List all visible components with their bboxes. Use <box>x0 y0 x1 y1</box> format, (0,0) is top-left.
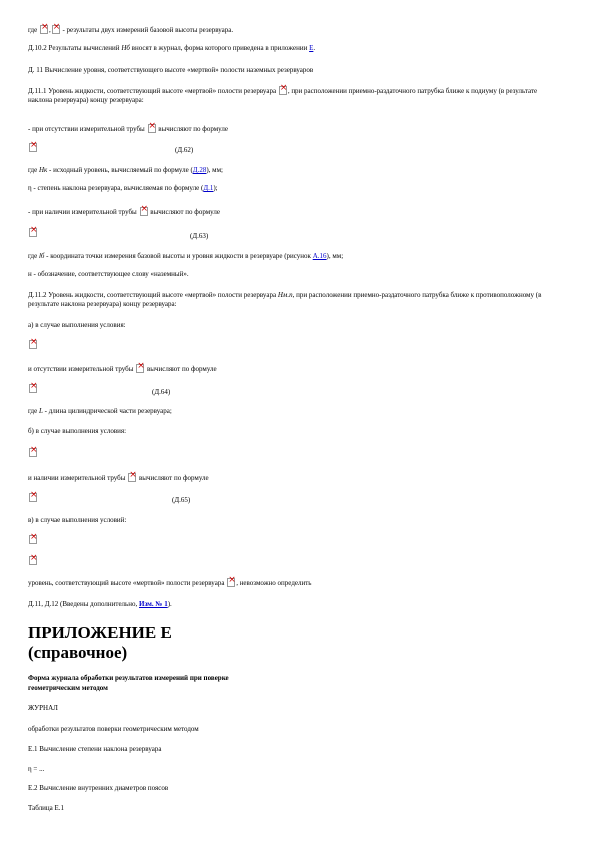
text: . <box>313 44 316 52</box>
variable: Hб <box>121 44 130 52</box>
formula-image-icon <box>29 143 37 152</box>
text-line <box>28 124 228 134</box>
formula-image-icon <box>136 364 144 373</box>
text: - длина цилиндрической части резервуара; <box>44 407 172 415</box>
text: вычисляют по формуле <box>150 208 220 216</box>
formula-line <box>28 143 38 153</box>
text: и отсутствии измерительной трубы <box>28 365 134 373</box>
eta-line: η = ... <box>28 765 45 773</box>
variable: L <box>38 407 43 415</box>
text: - при отсутствии измерительной трубы <box>28 125 145 133</box>
text: ), мм; <box>206 166 223 174</box>
text-line <box>28 473 209 483</box>
text: - результаты двух измерений базовой высоты резервуара. <box>62 26 234 34</box>
paragraph <box>28 86 558 105</box>
section-e1: Е.1 Вычисление степени наклона резервуара <box>28 745 162 753</box>
text-line <box>28 184 218 193</box>
section-e2: Е.2 Вычисление внутренних диаметров поясов <box>28 784 169 792</box>
text: где <box>28 407 38 415</box>
formula-image-icon <box>29 384 37 393</box>
section-heading: Д. 11 Вычисление уровня, соответствующего высоте «мертвой» полости наземных резервуаров <box>28 66 314 74</box>
formula-image-icon <box>52 25 60 34</box>
text-line: б) в случае выполнения условия: <box>28 427 127 435</box>
formula-image-icon <box>128 473 136 482</box>
text: уровень, соответствующий высоте «мертвой» полости резервуара <box>28 579 225 587</box>
text: - при наличии измерительной трубы <box>28 208 137 216</box>
text-line <box>28 578 311 588</box>
text-line <box>28 252 343 261</box>
link-appendix-e[interactable]: Е <box>309 44 314 52</box>
text: где <box>28 252 38 260</box>
formula-image-icon <box>29 535 37 544</box>
appendix-subtitle: (справочное) <box>28 643 128 662</box>
form-title: геометрическим методом <box>28 684 108 692</box>
appendix-title: ПРИЛОЖЕНИЕ Е <box>28 623 172 642</box>
text-line <box>28 44 315 53</box>
link-figure-a16[interactable]: А.16 <box>312 252 327 260</box>
text: , при расположении приемно-раздаточного патрубка ближе к подиуму (в результате наклона резервуара) концу резервуара: <box>28 87 538 104</box>
text: вносят в журнал, форма которого приведена в приложении <box>131 44 308 52</box>
formula-image-icon <box>29 340 37 349</box>
text: , невозможно определить <box>236 579 312 587</box>
text: и наличии измерительной трубы <box>28 474 126 482</box>
link-formula-d28[interactable]: Д.28 <box>192 166 207 174</box>
text: ); <box>213 184 218 192</box>
text-line: в) в случае выполнения условий: <box>28 516 127 524</box>
text: где <box>28 26 38 34</box>
formula-line <box>28 384 38 394</box>
form-title: Форма журнала обработки результатов измерений при поверке <box>28 674 229 682</box>
text-line <box>28 207 220 217</box>
paragraph <box>28 291 558 309</box>
text: вычисляют по формуле <box>158 125 228 133</box>
equation-number: (Д.64) <box>152 388 171 396</box>
formula-image-icon <box>29 493 37 502</box>
formula-line <box>28 340 38 350</box>
formula-line <box>28 228 38 238</box>
link-formula-d1[interactable]: Д.1 <box>203 184 214 192</box>
formula-line <box>28 448 38 458</box>
equation-number: (Д.65) <box>172 496 191 504</box>
text: вычисляют по формуле <box>138 474 209 482</box>
text-line: н - обозначение, соответствующее слову «наземный». <box>28 270 189 278</box>
formula-image-icon <box>29 228 37 237</box>
equation-number: (Д.63) <box>190 232 209 240</box>
journal-subheading: обработки результатов поверки геометрическим методом <box>28 725 199 733</box>
formula-image-icon <box>279 86 287 95</box>
link-amendment-1[interactable]: Изм. № 1 <box>139 600 168 608</box>
text: Д.11, Д.12 (Введены дополнительно, <box>28 600 138 608</box>
formula-line <box>28 493 38 503</box>
text-line <box>28 364 217 374</box>
table-caption: Таблица Е.1 <box>28 804 64 812</box>
journal-heading: ЖУРНАЛ <box>28 704 58 712</box>
text: Д.10.2 Результаты вычислений <box>28 44 120 52</box>
formula-line <box>28 556 38 566</box>
text: вычисляют по формуле <box>146 365 217 373</box>
text-line <box>28 166 223 175</box>
variable: Hк <box>38 166 48 174</box>
formula-image-icon <box>40 25 48 34</box>
formula-image-icon <box>148 124 156 133</box>
text: ), мм; <box>326 252 344 260</box>
formula-image-icon <box>140 207 148 216</box>
text-line <box>28 600 172 609</box>
text: - координата точки измерения базовой высоты и уровня жидкости в резервуаре (рисунок <box>46 252 311 260</box>
text: Д.11.1 Уровень жидкости, соответствующий высоте «мертвой» полости резервуара <box>28 87 277 95</box>
text: - исходный уровень, вычисляемый по формуле ( <box>49 166 193 174</box>
formula-line <box>28 535 38 545</box>
text: Д.11.2 Уровень жидкости, соответствующий высоте «мертвой» полости резервуара <box>28 291 277 299</box>
variable: lб <box>38 252 45 260</box>
variable: Hм.п <box>277 291 293 299</box>
equation-number: (Д.62) <box>175 146 194 154</box>
text: η - степень наклона резервуара, вычисляемая по формуле ( <box>28 184 204 192</box>
text: где <box>28 166 38 174</box>
text-line: где × ,× - результаты двух измерений базовой высоты резервуара. <box>28 25 233 35</box>
formula-image-icon <box>29 556 37 565</box>
formula-image-icon <box>227 578 235 587</box>
text: , при расположении приемно-раздаточного патрубка ближе к противоположному (в результате наклона резервуара) концу резервуара: <box>28 291 542 308</box>
text: ). <box>167 600 172 608</box>
text-line: а) в случае выполнения условия: <box>28 321 126 329</box>
formula-image-icon <box>29 448 37 457</box>
text-line <box>28 407 172 416</box>
